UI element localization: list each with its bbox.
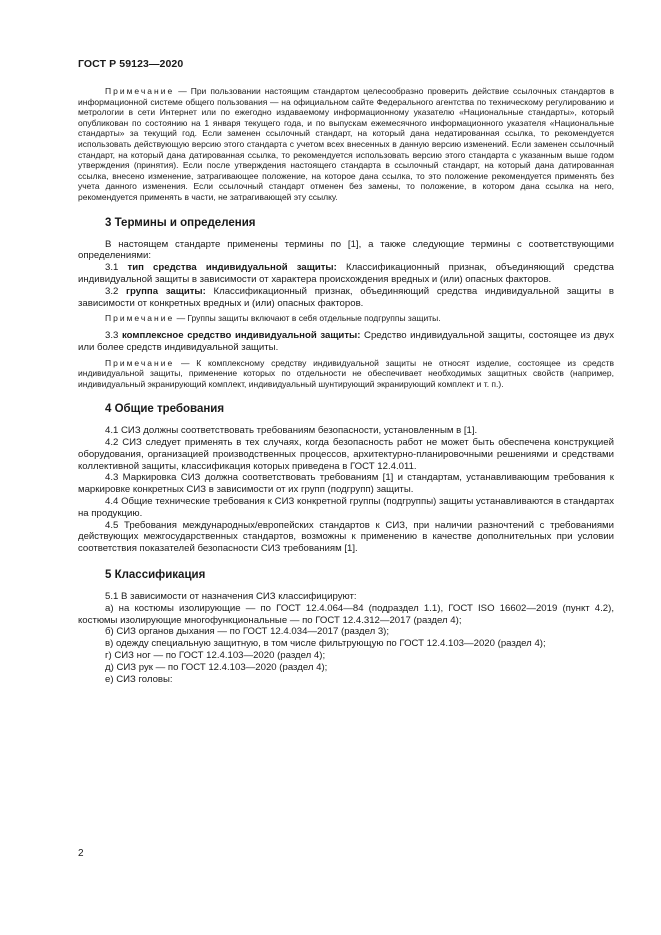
note-text: — Группы защиты включают в себя отдельные подгруппы защиты. [174,313,441,324]
paragraph-4-5: 4.5 Требования международных/европейских стандартов к СИЗ, при наличии разночтений с требованиями действующих межгосударственных стандартов, возможны к применению в качестве дополнительных при условии соответствия показателей безопасности СИЗ требованиям [1]. [78,519,614,555]
paragraph-4-3: 4.3 Маркировка СИЗ должна соответствовать требованиям [1] и стандартам, устанавливающим требования к маркировке конкретных СИЗ в зависимости от их групп (подгрупп) защиты. [78,472,614,496]
note-label: Примечание [105,357,175,368]
section-4-heading: 4 Общие требования [105,403,225,416]
paragraph-4-1: 4.1 СИЗ должны соответствовать требованиям безопасности, установленным в [1]. [105,425,478,437]
term-number: 3.3 [105,329,122,341]
list-item: а) на костюмы изолирующие — по ГОСТ 12.4.064—84 (подраздел 1.1), ГОСТ ISO 16602—2019 (пункт 4.2), костюмы изолирующие многофункциональные — по ГОСТ 12.4.312—2017 (раздел 4); [78,602,614,626]
list-item: г) СИЗ ног — по ГОСТ 12.4.103—2020 (раздел 4); [105,650,326,662]
list-item: в) одежду специальную защитную, в том числе фильтрующую по ГОСТ 12.4.103—2020 (раздел 4); [105,638,546,650]
term-name: комплексное средство индивидуальной защиты: [121,329,361,341]
list-item: д) СИЗ рук — по ГОСТ 12.4.103—2020 (раздел 4); [105,661,328,673]
paragraph-5-1: 5.1 В зависимости от назначения СИЗ классифицируют: [105,591,357,603]
list-item: е) СИЗ головы: [105,673,173,685]
note-label: Примечание [105,313,175,324]
section-3-intro: В настоящем стандарте применены термины по [1], а также следующие термины с соответствующими определениями: [78,238,614,262]
paragraph-4-4: 4.4 Общие технические требования к СИЗ конкретной группы (подгруппы) защиты устанавливаются в стандартах на продукцию. [78,496,614,519]
term-definition: Средство индивидуальной защиты, состоящее из двух или более средств индивидуальной защиты. [78,329,614,353]
term-name: тип средства индивидуальной защиты: [127,262,337,274]
note-text: — К комплексному средству индивидуальной защиты не относят изделие, состоящее из средств индивидуальной защиты, применение которых по отдельности не обеспечивает необходимых защитных свойств (например, индивидуальный экранирующий комплект, индивидуальный шунтирующий экранирующий комплект и т. п.). [78,357,614,389]
term-definition: Классификационный признак, объединяющий средства индивидуальной защиты в зависимости от характера происхождения вредных и (или) опасных факторов. [78,262,614,285]
term-definition: Классификационный признак, объединяющий средства индивидуальной защиты в зависимости от конкретных вредных и (или) опасных факторов. [78,285,614,309]
term-3-3 [78,330,614,354]
term-name: группа защиты: [126,285,206,297]
term-number: 3.2 [105,285,127,297]
section-5-heading: 5 Классификация [105,569,206,582]
note-label: Примечание [105,86,175,96]
note-term-3-3 [78,358,614,390]
list-item: б) СИЗ органов дыхания — по ГОСТ 12.4.034—2017 (раздел 3); [105,626,390,638]
section-3-heading: 3 Термины и определения [105,216,256,229]
term-3-2 [78,286,614,310]
note-text: — При пользовании настоящим стандартом целесообразно проверить действие ссылочных стандартов в информационной системе общего пользования — на официальном сайте Федерального агентства по техническому регулированию и метрологии в сети Интернет или по ежегодно издаваемому информационному указателю «Национальные стандарты», который опубликован по состоянию на 1 января текущего года, и по выпускам ежемесячного информационного указателя «Национальные стандарты» за текущий год. Если заменен ссылочный стандарт, на который дана недатированная ссылка, то рекомендуется использовать действующую версию этого стандарта с учетом всех внесенных в данную версию изменений. Если заменен ссылочный стандарт, на который дана датированная ссылка, то рекомендуется использовать версию этого стандарта с указанным выше годом утверждения (принятия). Если после утверждения настоящего стандарта в ссылочный стандарт, на который дана датированная ссылка, внесено изменение, затрагивающее положение, на которое дана ссылка, то это положение рекомендуется применять без учета данного изменения. Если ссылочный стандарт отменен без замены, то положение, в котором дана ссылка на него, рекомендуется применять в части, не затрагивающей эту ссылку. [78,86,614,202]
term-number: 3.1 [105,262,128,274]
note-references [78,86,614,203]
note-term-3-2 [78,313,614,324]
document-body [78,86,614,685]
page-number: 2 [78,848,84,859]
document-header: ГОСТ Р 59123—2020 [78,58,184,70]
paragraph-4-2: 4.2 СИЗ следует применять в тех случаях, когда безопасность работ не может быть обеспечена конструкцией оборудования, организацией производственных процессов, архитектурно-планировочными решениями и средствами коллективной защиты, классификация которых приведена в ГОСТ 12.4.011. [78,437,614,472]
term-3-1 [78,262,614,286]
